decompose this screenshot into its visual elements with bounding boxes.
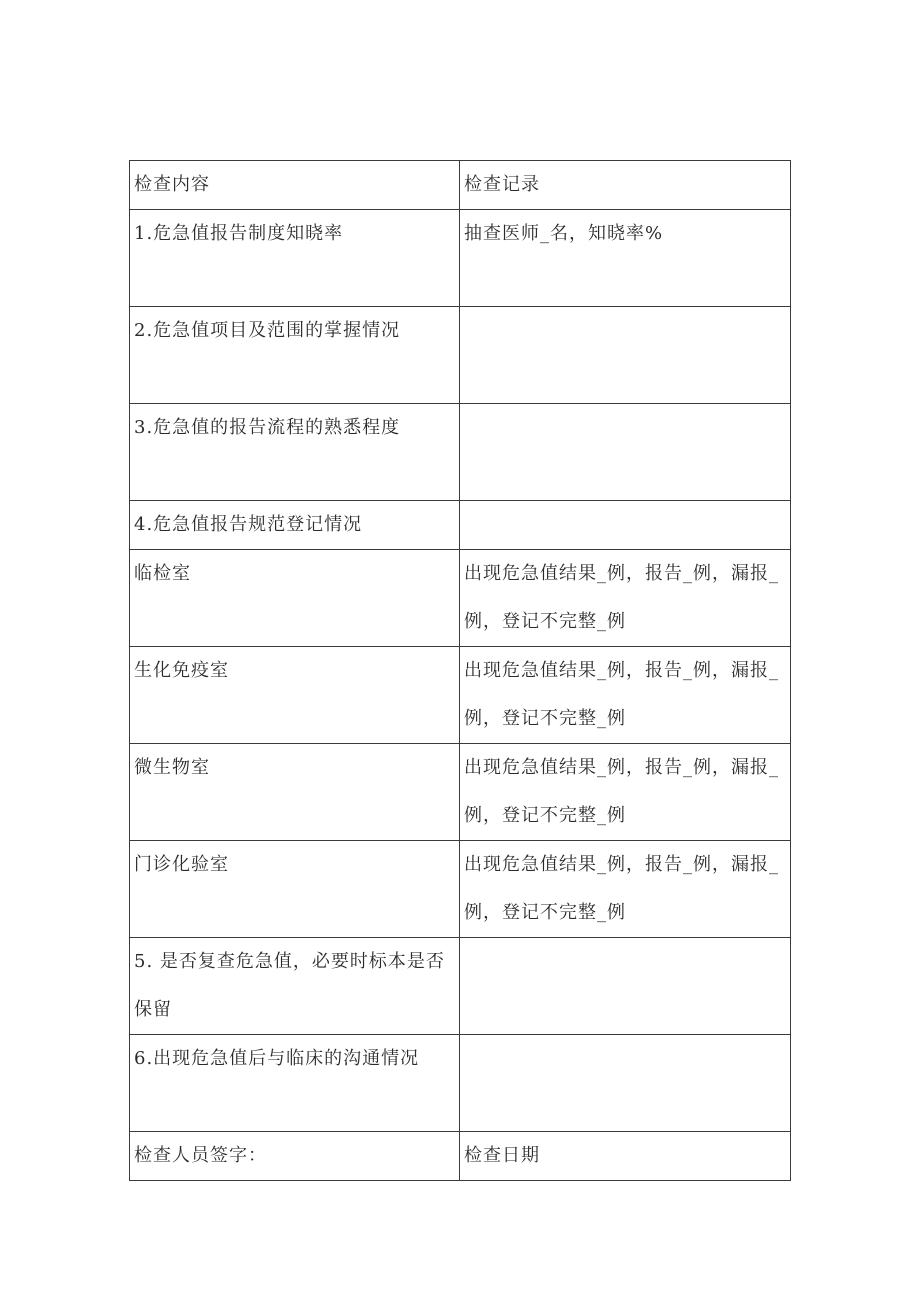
header-record-label: 检查记录 [464, 174, 540, 195]
record-text: 出现危急值结果_例，报告_例，漏报_例，登记不完整_例 [464, 660, 779, 729]
header-content-cell [130, 161, 460, 210]
record-cell[interactable] [460, 404, 791, 501]
content-cell [130, 307, 460, 404]
content-cell [130, 938, 460, 1035]
table-row [130, 647, 791, 744]
content-text: 5. 是否复查危急值，必要时标本是否保留 [134, 951, 445, 1020]
record-cell[interactable] [460, 938, 791, 1035]
signature-cell[interactable] [130, 1132, 460, 1181]
record-cell[interactable] [460, 841, 791, 938]
date-cell[interactable] [460, 1132, 791, 1181]
record-cell[interactable] [460, 647, 791, 744]
content-text: 临检室 [134, 563, 191, 584]
content-text: 1.危急值报告制度知晓率 [134, 223, 344, 244]
record-cell[interactable] [460, 550, 791, 647]
record-text: 抽查医师_名，知晓率% [464, 223, 664, 244]
record-text: 出现危急值结果_例，报告_例，漏报_例，登记不完整_例 [464, 757, 779, 826]
table-row [130, 404, 791, 501]
table-row [130, 501, 791, 550]
signature-label: 检查人员签字： [134, 1145, 267, 1166]
header-content-label: 检查内容 [134, 174, 210, 195]
record-cell[interactable] [460, 744, 791, 841]
record-cell[interactable] [460, 1035, 791, 1132]
content-text: 微生物室 [134, 757, 210, 778]
content-text: 门诊化验室 [134, 854, 229, 875]
inspection-form-table [129, 160, 791, 1181]
content-cell [130, 550, 460, 647]
content-text: 3.危急值的报告流程的熟悉程度 [134, 417, 401, 438]
content-cell [130, 1035, 460, 1132]
content-text: 生化免疫室 [134, 660, 229, 681]
table-row [130, 307, 791, 404]
content-text: 4.危急值报告规范登记情况 [134, 514, 363, 535]
table-footer-row [130, 1132, 791, 1181]
content-cell [130, 841, 460, 938]
header-record-cell [460, 161, 791, 210]
content-text: 2.危急值项目及范围的掌握情况 [134, 320, 401, 341]
table-row [130, 1035, 791, 1132]
content-text: 6.出现危急值后与临床的沟通情况 [134, 1048, 420, 1069]
table-row [130, 938, 791, 1035]
content-cell [130, 404, 460, 501]
table-row [130, 744, 791, 841]
table-header-row [130, 161, 791, 210]
date-label: 检查日期 [464, 1145, 540, 1166]
table-row [130, 841, 791, 938]
content-cell [130, 501, 460, 550]
table-row [130, 210, 791, 307]
record-cell[interactable] [460, 307, 791, 404]
record-text: 出现危急值结果_例，报告_例，漏报_例，登记不完整_例 [464, 563, 779, 632]
record-cell[interactable] [460, 210, 791, 307]
record-cell[interactable] [460, 501, 791, 550]
content-cell [130, 744, 460, 841]
content-cell [130, 210, 460, 307]
content-cell [130, 647, 460, 744]
record-text: 出现危急值结果_例，报告_例，漏报_例，登记不完整_例 [464, 854, 779, 923]
table-row [130, 550, 791, 647]
